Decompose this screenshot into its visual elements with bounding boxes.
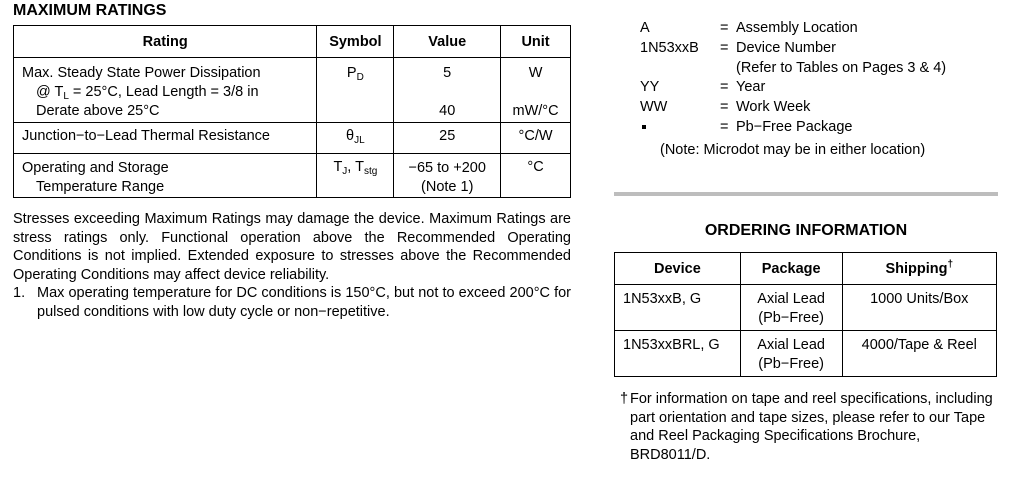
footnote-mark: † — [620, 391, 629, 407]
rating-line — [22, 83, 308, 102]
table-row — [14, 58, 571, 123]
rating-cell — [14, 154, 317, 198]
microdot-icon — [642, 125, 646, 129]
header-rating: Rating — [14, 26, 317, 58]
legend-desc: Year — [736, 79, 766, 96]
device-cell: 1N53xxB, G — [615, 285, 741, 331]
unit-text: W — [528, 65, 543, 81]
header-package: Package — [740, 253, 842, 285]
symbol-subscript: stg — [363, 166, 378, 177]
shipping-cell: 4000/Tape & Reel — [842, 331, 996, 377]
shipping-cell: 1000 Units/Box — [842, 285, 996, 331]
symbol-separator: , T — [347, 159, 364, 175]
symbol-cell — [317, 58, 394, 123]
package-cell — [740, 285, 842, 331]
header-shipping-label: Shipping — [885, 260, 948, 277]
ordering-title: ORDERING INFORMATION — [704, 222, 908, 239]
unit-cell: °C — [501, 154, 571, 198]
legend-desc: Pb−Free Package — [736, 118, 853, 135]
maximum-ratings-title: MAXIMUM RATINGS — [13, 2, 167, 19]
header-shipping — [842, 253, 996, 285]
value-cell — [394, 58, 501, 123]
legend-desc: Assembly Location — [736, 20, 858, 36]
unit-text: mW/°C — [512, 103, 559, 119]
value-cell — [394, 154, 501, 198]
legend-desc: (Refer to Tables on Pages 3 & 4) — [736, 59, 947, 76]
legend-equals: = — [720, 99, 729, 116]
table-row — [14, 123, 571, 154]
table-row — [14, 154, 571, 198]
table-header-row — [14, 26, 571, 58]
header-device: Device — [615, 253, 741, 285]
table-row — [615, 285, 997, 331]
unit-cell: °C/W — [501, 123, 571, 154]
legend-code — [640, 118, 720, 138]
legend-code: WW — [640, 99, 668, 116]
legend-equals: = — [720, 39, 729, 56]
legend-equals: = — [720, 118, 729, 135]
symbol-subscript: D — [356, 72, 364, 83]
note-number: 1. — [13, 285, 26, 301]
legend-code: YY — [640, 79, 660, 96]
stress-paragraph: Stresses exceeding Maximum Ratings may damage the device. Maximum Ratings are stress ratings only. Functional operation above the Recommended Operating Conditions is not implied. Extended exposure to stresses above the Recommended Operating Conditions may affect device reliability. — [13, 211, 571, 283]
rating-line: Max. Steady State Power Dissipation — [22, 65, 261, 81]
value-cell: 25 — [394, 123, 501, 154]
value-text: 5 — [443, 65, 452, 81]
package-line: (Pb−Free) — [758, 310, 824, 326]
maximum-ratings-table — [13, 25, 571, 198]
symbol-main: θ — [346, 128, 355, 144]
symbol-text — [317, 64, 393, 83]
ordering-footnote — [620, 390, 1000, 464]
rating-text: = 25°C, Lead Length = 3/8 in — [68, 84, 259, 100]
symbol-main: P — [346, 65, 357, 81]
rating-cell — [14, 58, 317, 123]
legend-code: 1N53xxB — [640, 39, 699, 56]
table-row — [615, 331, 997, 377]
package-cell — [740, 331, 842, 377]
device-cell: 1N53xxBRL, G — [615, 331, 741, 377]
rating-subscript: L — [63, 91, 69, 102]
unit-cell — [501, 58, 571, 123]
package-line: Axial Lead — [757, 291, 825, 307]
symbol-cell — [317, 123, 394, 154]
section-divider — [614, 192, 998, 196]
rating-line: Operating and Storage — [22, 160, 169, 176]
symbol-cell — [317, 154, 394, 198]
legend-code: A — [640, 20, 650, 36]
package-line: Axial Lead — [757, 337, 825, 353]
value-text: −65 to +200 — [408, 160, 486, 176]
legend-desc: Device Number — [736, 39, 836, 56]
note-1 — [13, 284, 571, 321]
header-unit: Unit — [501, 26, 571, 58]
header-value: Value — [394, 26, 501, 58]
legend-desc: Work Week — [736, 99, 811, 116]
legend-equals: = — [720, 20, 729, 36]
microdot-note: (Note: Microdot may be in either location) — [660, 142, 926, 158]
symbol-main: T — [333, 159, 343, 175]
symbol-subscript: JL — [354, 135, 365, 146]
note-text: Max operating temperature for DC conditions is 150°C, but not to exceed 200°C for pulsed conditions with low duty cycle or non−repetitive. — [37, 285, 571, 320]
footnote-text: For information on tape and reel specifications, including part orientation and tape sizes, please refer to our Tape and Reel Packaging Specifications Brochure, BRD8011/D. — [630, 391, 993, 463]
legend-equals: = — [720, 79, 729, 96]
table-header-row — [615, 253, 997, 285]
package-line: (Pb−Free) — [758, 356, 824, 372]
rating-line: Temperature Range — [36, 179, 165, 195]
value-text: 40 — [439, 103, 456, 119]
value-text: (Note 1) — [421, 179, 474, 195]
rating-cell: Junction−to−Lead Thermal Resistance — [14, 123, 317, 154]
rating-line: Derate above 25°C — [36, 103, 160, 119]
symbol-subscript: J — [342, 166, 348, 177]
dagger-mark: † — [947, 258, 954, 270]
rating-text: @ T — [36, 84, 64, 100]
header-symbol: Symbol — [317, 26, 394, 58]
ordering-table — [614, 252, 997, 377]
